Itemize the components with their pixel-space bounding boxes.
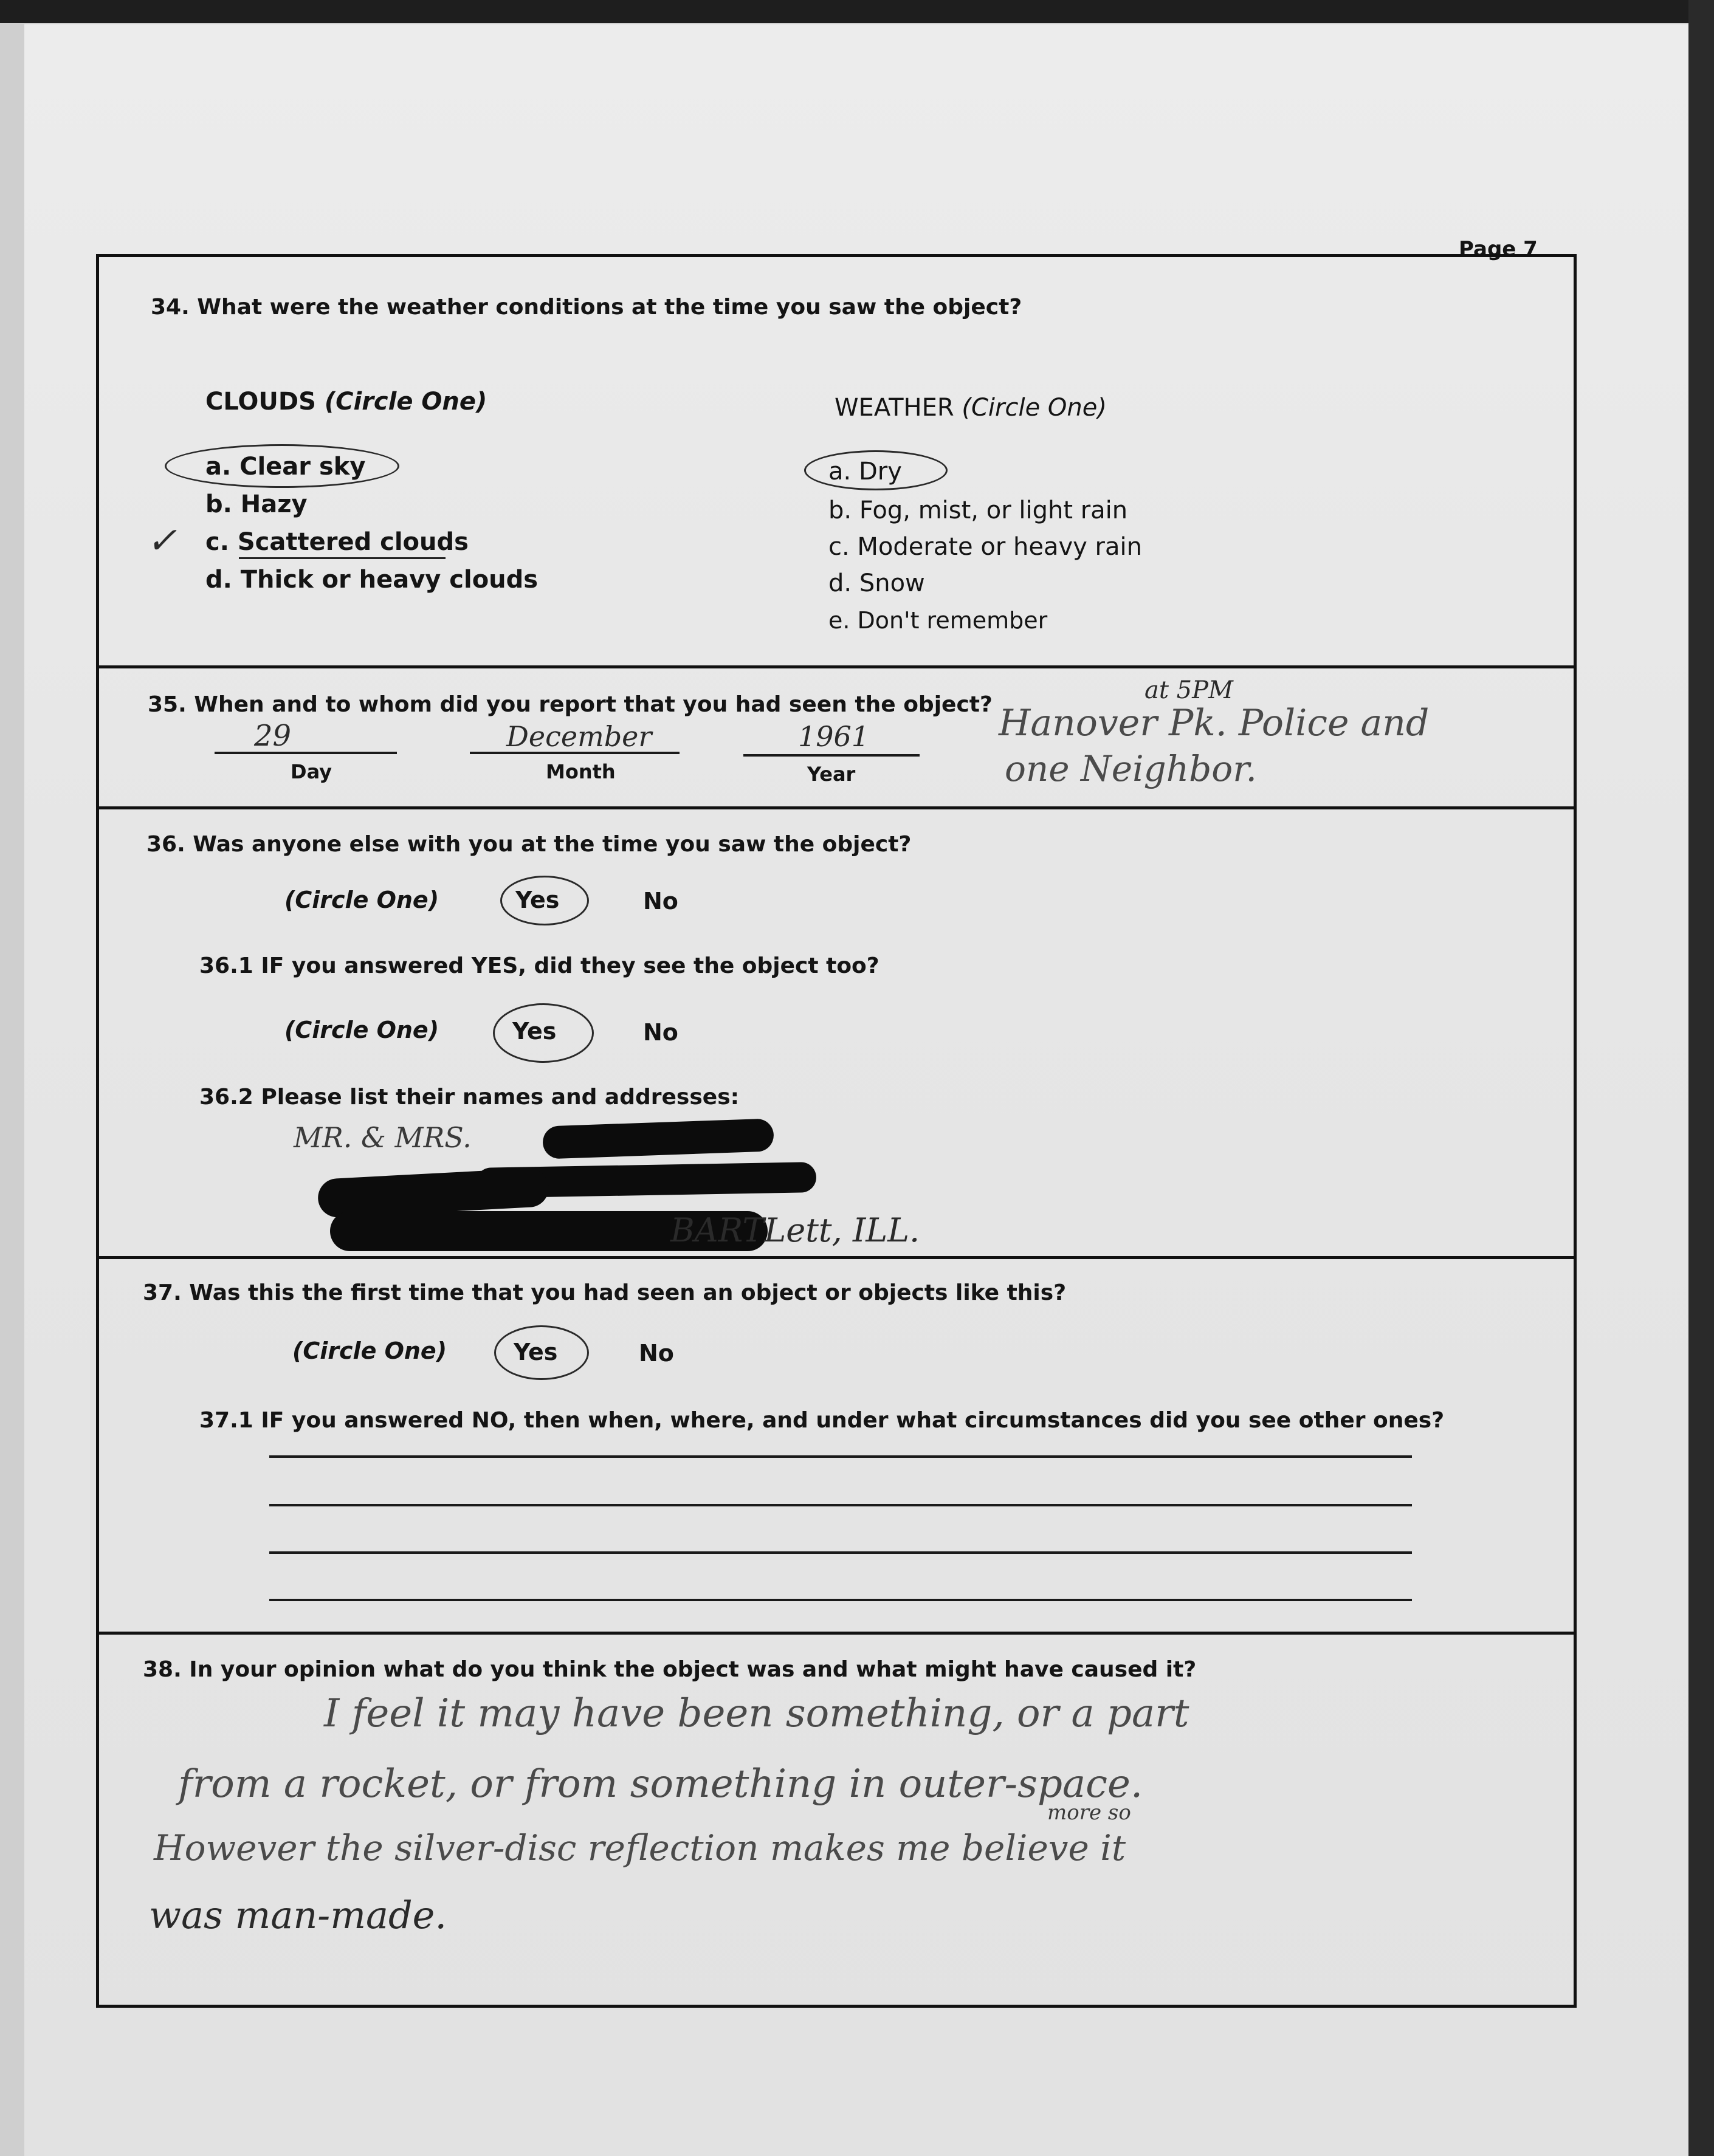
question-38: 38. In your opinion what do you think the object was and what might have caused it? xyxy=(143,1657,1197,1682)
opinion-insertion-hand: more so xyxy=(1047,1801,1131,1825)
questionnaire-form xyxy=(96,254,1577,2008)
report-day-value[interactable]: 29 xyxy=(254,719,292,753)
checkmark-icon: ✓ xyxy=(146,520,177,562)
q37-yes-circle xyxy=(494,1325,589,1380)
divider-36 xyxy=(99,806,1574,809)
q36-1-no[interactable]: No xyxy=(643,1019,678,1046)
weather-option-a-circle xyxy=(804,450,948,490)
answer-line[interactable] xyxy=(269,1504,1412,1506)
weather-option-c[interactable]: c. Moderate or heavy rain xyxy=(828,533,1142,561)
divider-35 xyxy=(99,665,1574,668)
clouds-option-a[interactable]: a. Clear sky xyxy=(205,453,366,481)
q36-1-yes[interactable]: Yes xyxy=(512,1018,557,1045)
answer-line[interactable] xyxy=(269,1599,1412,1601)
question-36-1: 36.1 IF you answered YES, did they see the object too? xyxy=(199,953,879,978)
page-number: Page 7 xyxy=(1459,237,1538,261)
answer-line[interactable] xyxy=(269,1551,1412,1554)
clouds-option-c-underline xyxy=(239,557,446,559)
month-line xyxy=(470,752,680,754)
q36-instruction: (Circle One) xyxy=(284,887,439,913)
report-to-hand-line1: Hanover Pk. Police and xyxy=(999,702,1430,744)
report-year-value[interactable]: 1961 xyxy=(798,720,870,753)
opinion-hand-line: was man-made. xyxy=(149,1893,447,1937)
question-35: 35. When and to whom did you report that you had seen the object? xyxy=(148,692,993,717)
scan-border-top xyxy=(0,0,1714,23)
q36-no[interactable]: No xyxy=(643,888,678,915)
scan-border-right xyxy=(1688,0,1714,2156)
day-label: Day xyxy=(291,760,332,783)
q36-yes[interactable]: Yes xyxy=(515,887,560,913)
clouds-option-a-circle xyxy=(165,444,399,488)
day-line xyxy=(215,752,397,754)
report-time-hand: at 5PM xyxy=(1144,676,1233,704)
weather-option-d[interactable]: d. Snow xyxy=(828,569,925,597)
opinion-hand-line: However the silver-disc reflection makes me believe it xyxy=(154,1827,1126,1869)
weather-option-b[interactable]: b. Fog, mist, or light rain xyxy=(828,496,1128,524)
clouds-option-d[interactable]: d. Thick or heavy clouds xyxy=(205,566,539,594)
answer-line[interactable] xyxy=(269,1455,1412,1458)
question-37-1: 37.1 IF you answered NO, then when, where, and under what circumstances did you see other ones? xyxy=(199,1408,1445,1433)
q36-1-yes-circle xyxy=(493,1003,594,1063)
year-label: Year xyxy=(807,763,856,786)
companion-city-hand: BARTLett, ILL. xyxy=(670,1211,920,1249)
opinion-hand-line: I feel it may have been something, or a part xyxy=(324,1691,1189,1736)
clouds-heading: CLOUDS (Circle One) xyxy=(205,388,487,416)
companion-names-hand: MR. & MRS. xyxy=(294,1121,472,1154)
q36-1-instruction: (Circle One) xyxy=(284,1017,439,1043)
question-36-2: 36.2 Please list their names and addresses: xyxy=(199,1085,740,1110)
question-36: 36. Was anyone else with you at the time you saw the object? xyxy=(146,832,912,857)
month-label: Month xyxy=(546,760,616,783)
q36-yes-circle xyxy=(500,876,589,925)
q37-yes[interactable]: Yes xyxy=(514,1339,558,1365)
divider-37 xyxy=(99,1256,1574,1259)
question-34: 34. What were the weather conditions at the time you saw the object? xyxy=(151,295,1022,320)
divider-38 xyxy=(99,1632,1574,1635)
question-37: 37. Was this the first time that you had seen an object or objects like this? xyxy=(143,1280,1067,1305)
report-month-value[interactable]: December xyxy=(506,720,652,753)
opinion-hand-line: from a rocket, or from something in outer-space. xyxy=(178,1762,1143,1807)
q37-instruction: (Circle One) xyxy=(292,1337,447,1364)
redaction-bar xyxy=(542,1118,774,1159)
year-line xyxy=(743,754,920,757)
weather-option-e[interactable]: e. Don't remember xyxy=(828,607,1048,634)
clouds-option-c[interactable]: c. Scattered clouds xyxy=(205,528,469,556)
q37-no[interactable]: No xyxy=(639,1340,674,1367)
report-to-hand-line2: one Neighbor. xyxy=(1005,748,1257,789)
clouds-option-b[interactable]: b. Hazy xyxy=(205,490,308,518)
weather-option-a[interactable]: a. Dry xyxy=(828,458,902,486)
weather-heading: WEATHER (Circle One) xyxy=(835,394,1107,422)
